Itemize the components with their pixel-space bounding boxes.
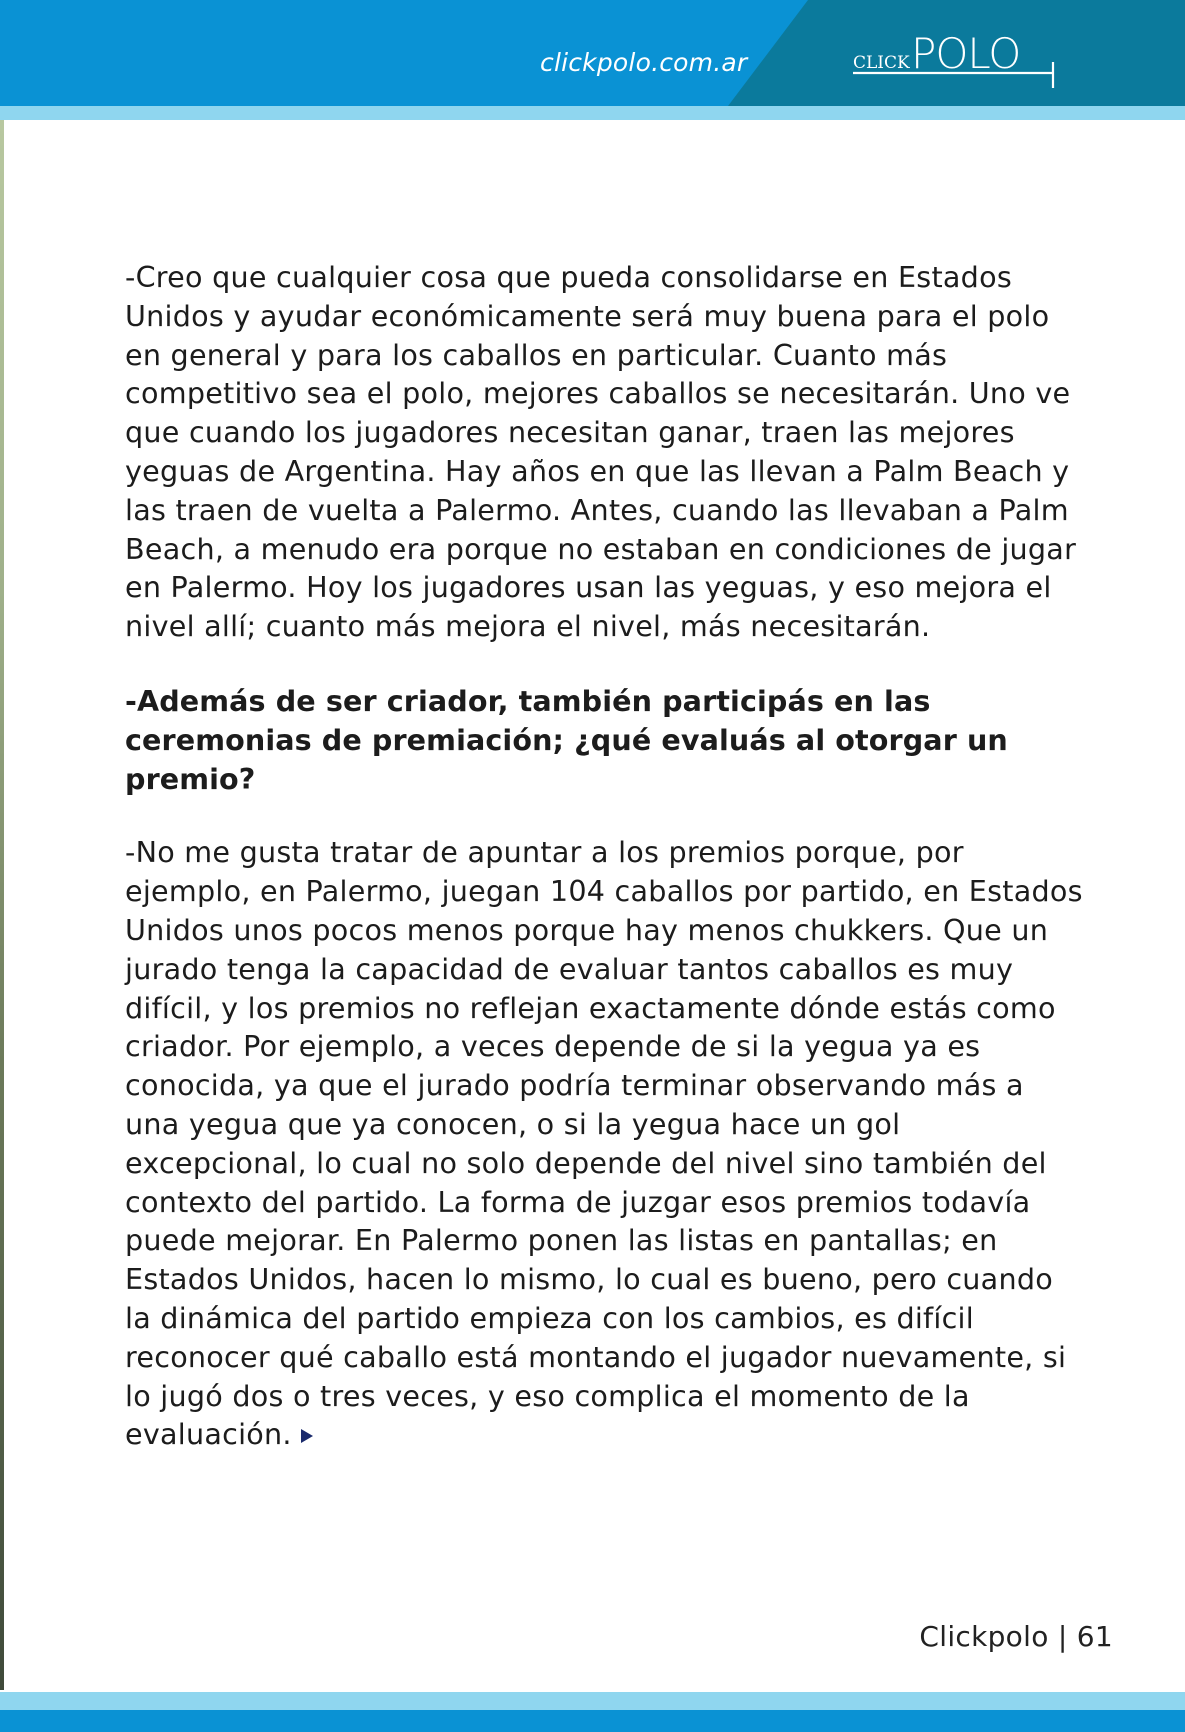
paragraph-2-text: -No me gusta tratar de apuntar a los premios porque, por ejemplo, en Palermo, juegan 104 caballos por partido, en Estados Unidos unos pocos menos porque hay menos chukkers. Que un jurado tenga la capacidad de evaluar tantos caballos es muy difícil, y los premios no reflejan exactamente dónde estás como criador. Por ejemplo, a veces depende de si la yegua ya es conocida, ya que el jurado podría terminar observando más a una yegua que ya conocen, o si la yegua hace un gol excepcional, lo cual no solo depende del nivel sino también del contexto del partido. La forma de juzgar esos premios todavía puede mejorar. En Palermo ponen las listas en pantallas; en Estados Unidos, hacen lo mismo, lo cual es bueno, pero cuando la dinámica del partido empieza con los cambios, es difícil reconocer qué caballo está montando el jugador nuevamente, si lo jugó dos o tres veces, y eso complica el momento de la evaluación. xyxy=(125,835,1083,1452)
logo-polo-text: POLO xyxy=(911,29,1021,78)
paragraph-2 xyxy=(125,833,1085,1454)
paragraph-1: -Creo que cualquier cosa que pueda consolidarse en Estados Unidos y ayudar económicamente será muy buena para el polo en general y para los caballos en particular. Cuanto más competitivo sea el polo, mejores caballos se necesitarán. Uno ve que cuando los jugadores necesitan ganar, traen las mejores yeguas de Argentina. Hay años en que las llevan a Palm Beach y las traen de vuelta a Palermo. Antes, cuando las llevaban a Palm Beach, a menudo era porque no estaban en condiciones de jugar en Palermo. Hoy los jugadores usan las yeguas, y eso mejora el nivel allí; cuanto más mejora el nivel, más necesitarán. xyxy=(125,260,1077,644)
page-header xyxy=(0,0,1185,106)
site-url: clickpolo.com.ar xyxy=(540,48,748,77)
end-of-article-arrow-icon xyxy=(300,1428,314,1444)
interview-question: -Además de ser criador, también participás en las ceremonias de premiación; ¿qué evaluás al otorgar un premio? xyxy=(125,683,1008,796)
page-folio: Clickpolo | 61 xyxy=(919,1620,1113,1653)
logo-click-text: CLICK xyxy=(853,53,910,73)
left-edge-image-strip xyxy=(0,120,4,1690)
clickpolo-logo xyxy=(853,26,1063,96)
header-light-band xyxy=(0,106,1185,120)
footer-light-band xyxy=(0,1692,1185,1710)
footer-blue-band xyxy=(0,1710,1185,1732)
article-body xyxy=(125,258,1085,1454)
